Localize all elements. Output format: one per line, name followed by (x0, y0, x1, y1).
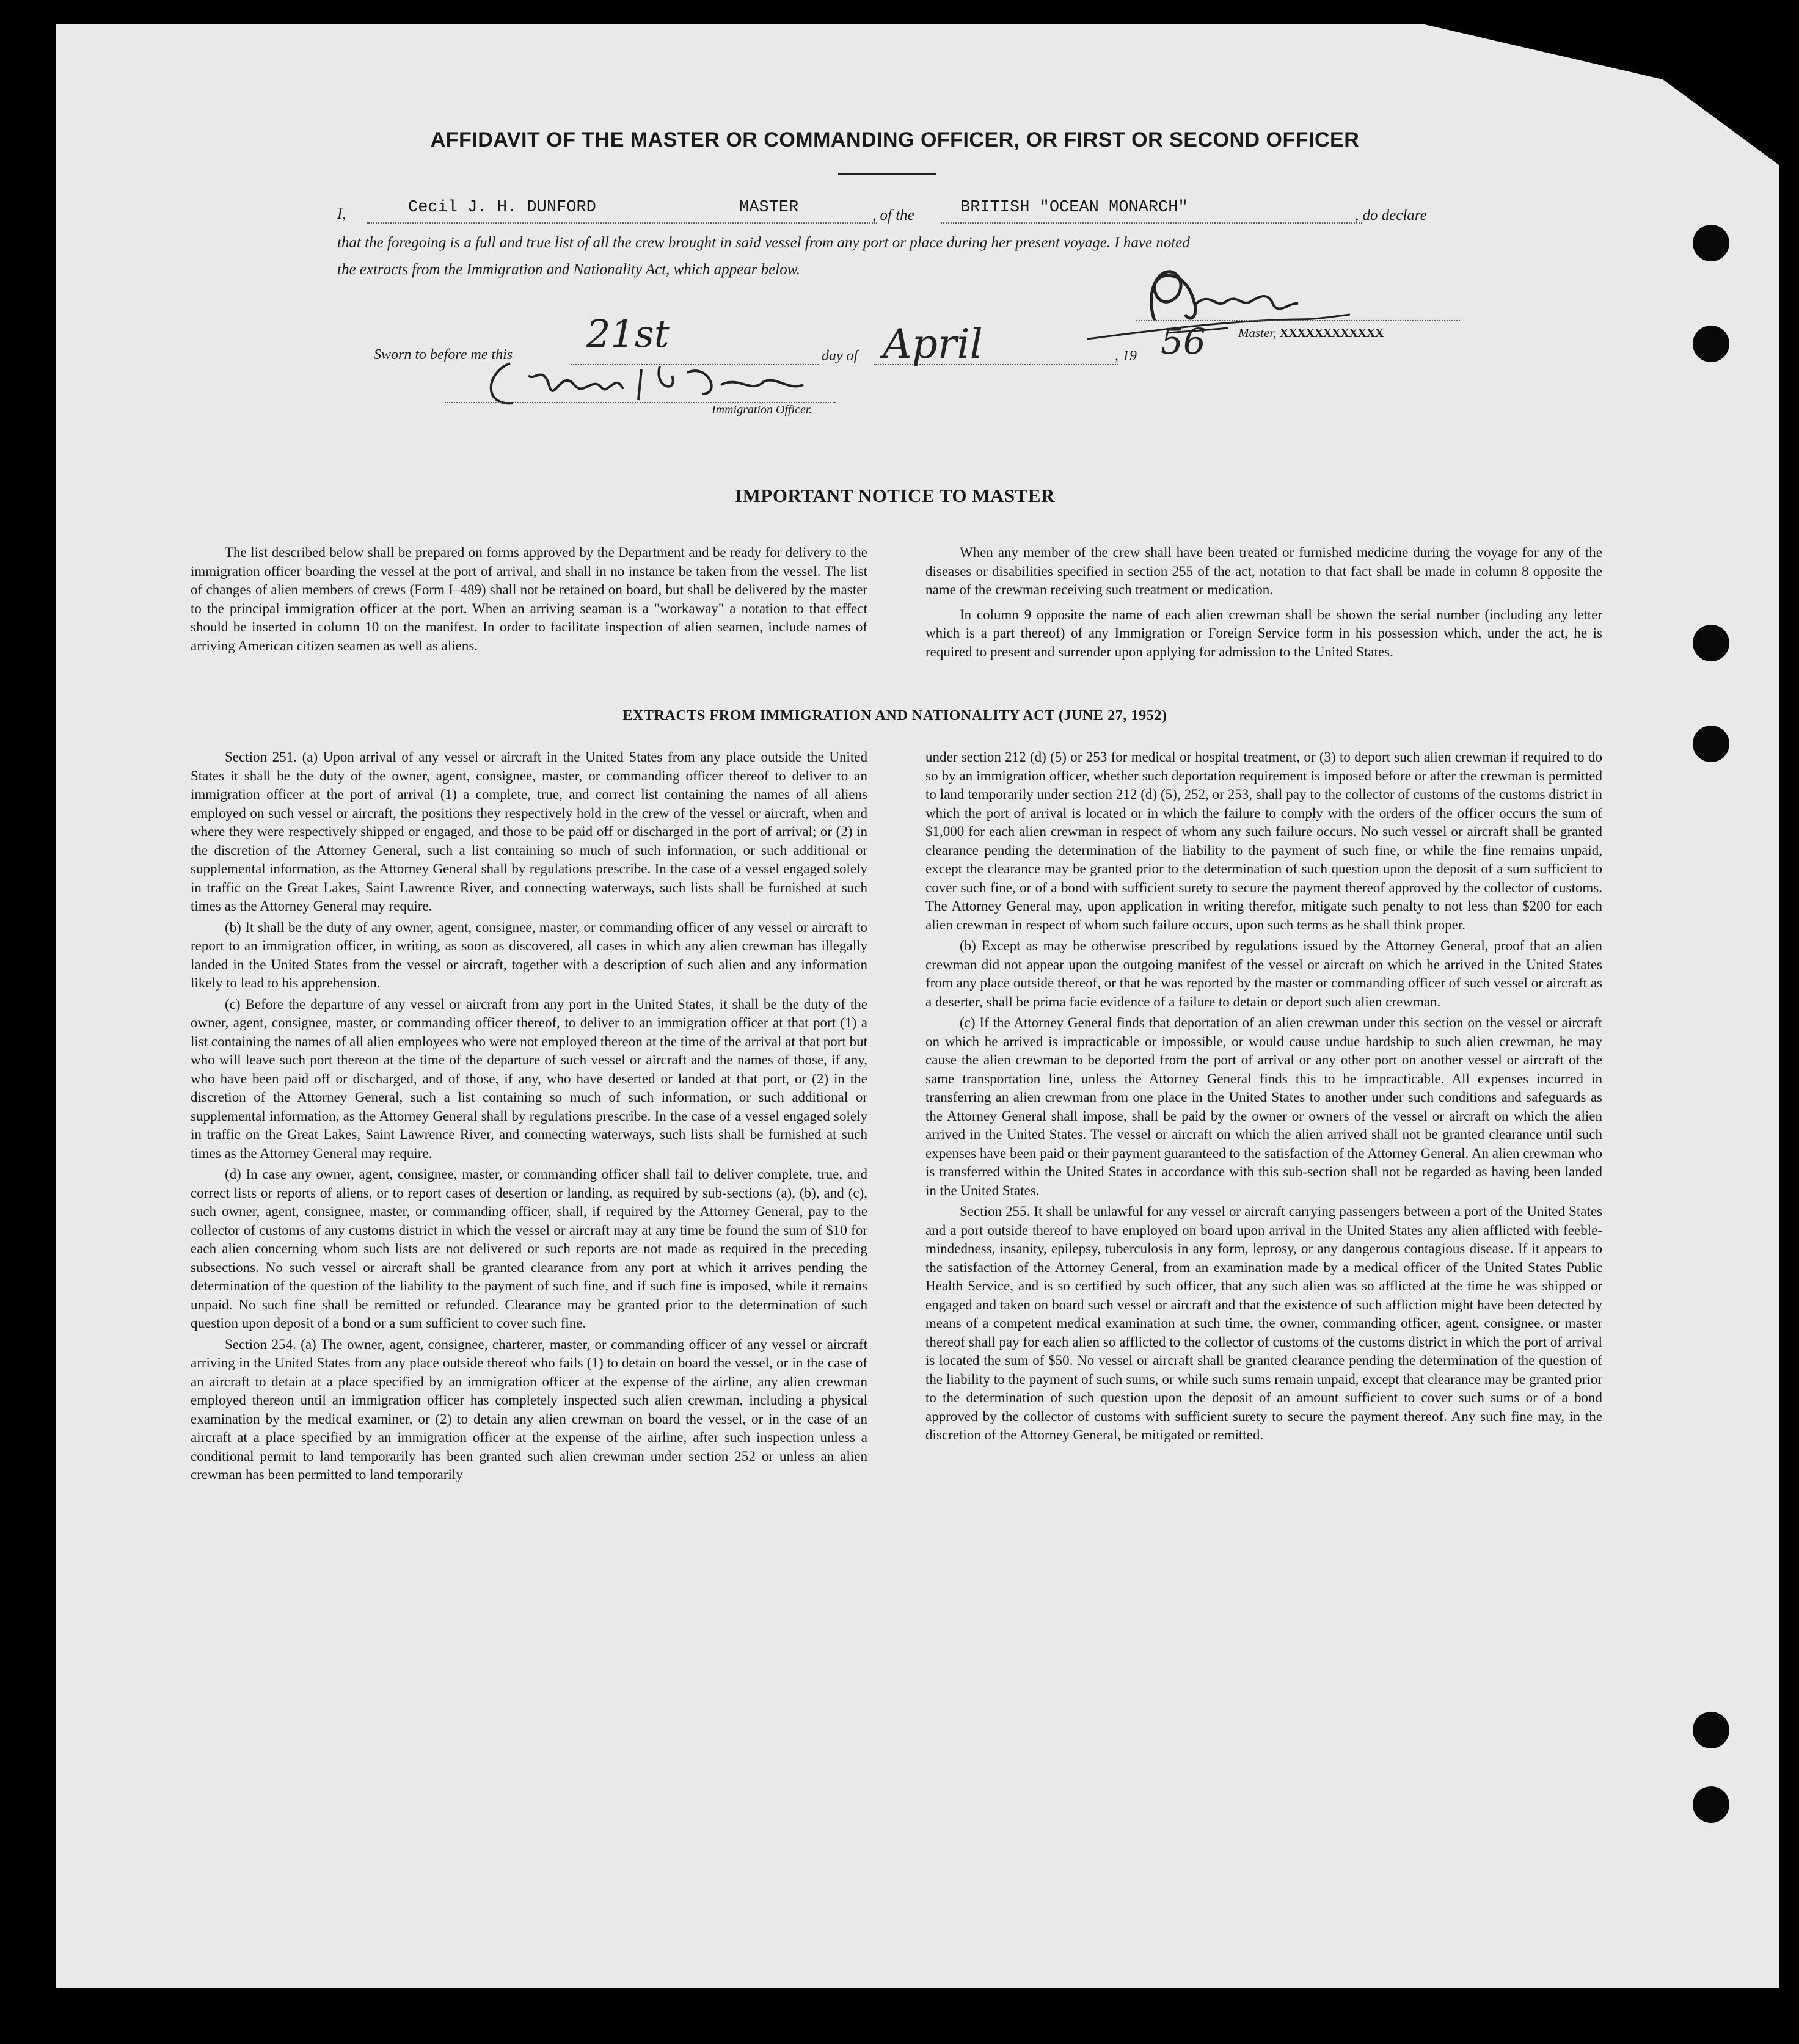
master-signature-line (1136, 320, 1460, 321)
binder-hole-1 (1693, 225, 1729, 261)
declaration-line-3: the extracts from the Immigration and Nationality Act, which appear below. (337, 261, 800, 278)
section-254-c: (c) If the Attorney General finds that deportation of an alien crewman under this section on the vessel or aircraft on which he arrived is impracticable or impossible, or would cause undue hardship to such alien crewman, he may cause the alien crewman to be deported from the port of arrival or any other port on another vessel or aircraft of the same transportation line, unless the Attorney General finds this to be impracticable. All expenses incurred in transferring an alien crewman from one place in the United States to another under such conditions and safeguards as the Attorney General shall impose, shall be paid by the owner or owners of the vessel or aircraft on which the alien arrived in the United States. The vessel or aircraft on which the alien arrived shall not be granted clearance until such expenses have been paid or their payment guaranteed to the satisfaction of the Attorney General. An alien crewman who is transferred within the United States in accordance with this sub-section shall not be regarded as having been landed in the United States. (925, 1015, 1602, 1198)
vessel-name: BRITISH "OCEAN MONARCH" (960, 198, 1188, 217)
immigration-officer-label: Immigration Officer. (712, 403, 812, 416)
binder-hole-4 (1693, 726, 1729, 762)
extracts-right-column (925, 748, 1602, 1447)
notice-right-column (925, 544, 1602, 664)
heading-rule (838, 173, 936, 175)
vessel-line (941, 222, 1362, 224)
do-declare-label: , do declare (1355, 207, 1427, 224)
declaration-line-2: that the foregoing is a full and true list of all the crew brought in said vessel from any port or place during her present voyage. I have noted (337, 235, 1190, 251)
binder-hole-6 (1693, 1786, 1729, 1823)
binder-hole-5 (1693, 1712, 1729, 1748)
notice-heading: IMPORTANT NOTICE TO MASTER (735, 485, 1055, 506)
day-of-label: day of (822, 348, 858, 364)
master-title-label: Master, XXXXXXXXXXXX (1238, 326, 1384, 340)
declaration-i-label: I, (337, 206, 346, 222)
of-the-label: , of the (872, 207, 914, 224)
section-251-a: Section 251. (a) Upon arrival of any vessel or aircraft in the United States from any place outside the United States it shall be the duty of the owner, agent, consignee, master, or commanding officer thereof to deliver to an immigration officer at the port of arrival (1) a complete, true, and correct list containing the names of all aliens employed on such vessel or aircraft, the positions they respectively hold in the crew of the vessel or aircraft, when and where they were respectively shipped or engaged, and those to be paid off or discharged in the port of arrival; or (2) in the discretion of the Attorney General, such a list containing so much of such information, or such additional or supplemental information, as the Attorney General shall by regulations prescribe. In the case of a vessel engaged solely in traffic on the Great Lakes, Saint Lawrence River, and connecting waterways, such lists shall be furnished at such times as the Attorney General may require. (191, 749, 867, 914)
binder-hole-2 (1693, 326, 1729, 362)
binder-hole-3 (1693, 625, 1729, 661)
section-251-c: (c) Before the departure of any vessel or aircraft from any port in the United States, it shall be the duty of the owner, agent, consignee, master, or commanding officer thereof, to deliver to an immigration officer at that port (1) a list containing the names of all alien employees who were not employed thereon at the time of the arrival at that port but who will leave such port thereon at the time of the departure of such vessel or aircraft and the names of those, if any, who have been paid off or discharged, and of those, if any, who have deserted or landed at that port, or (2) in the discretion of the Attorney General, such a list containing so much of such information, or such additional or supplemental information, as the Attorney General shall by regulations prescribe. In the case of a vessel engaged solely in traffic on the Great Lakes, Saint Lawrence River, and connecting waterways, such lists shall be furnished at such times as the Attorney General may require. (191, 996, 867, 1161)
name-line (367, 222, 877, 224)
sworn-label: Sworn to before me this (374, 347, 513, 363)
section-251-d: (d) In case any owner, agent, consignee, master, or commanding officer shall fail to deliver complete, true, and correct lists or reports of aliens, or to report cases of desertion or landing, as required by sub-sections (a), (b), and (c), such owner, agent, consignee, master, or commanding officer, shall, if required by the Attorney General, pay to the collector of customs of any customs district in which the vessel or aircraft may at any time be found the sum of $10 for each alien concerning whom such lists are not delivered or such reports are not made as required in the preceding subsections. No such vessel or aircraft shall be granted clearance from any port at which it arrives pending the determination of the question of the liability to the payment of such fine, and if such fine is imposed, while it remains unpaid. No such fine shall be remitted or refunded. Clearance may be granted prior to the determination of such question upon deposit of a bond or a sum sufficient to cover such fine. (191, 1166, 867, 1331)
year-handwritten: 56 (1161, 321, 1206, 362)
master-rank: MASTER (739, 198, 799, 217)
master-name: Cecil J. H. DUNFORD (408, 198, 596, 217)
day-handwritten: 21st (586, 311, 670, 356)
section-254-a-continued: under section 212 (d) (5) or 253 for medical or hospital treatment, or (3) to deport such alien crewman if required to do so by an immigration officer, whether such deportation requirement is imposed before or after the crewman is permitted to land temporarily under section 212 (d) (5), 252, or 253, shall pay to the collector of customs of the customs district in which the port of arrival is located or in which the failure to comply with the orders of the officer occurs the sum of $1,000 for each alien crewman in respect of whom any such failure occurs. No such vessel or aircraft shall be granted clearance pending the determination of the liability to the payment of such fine, or while the fine remains unpaid, except the clearance may be granted prior to the determination of such question upon the deposit of a sum sufficient to cover such fine, or of a bond with sufficient surety to secure the payment thereof approved by the collector of customs. The Attorney General may, upon application in writing therefor, mitigate such penalty to not less than $200 for each alien crewman in respect of whom such failure occurs, upon such terms as he shall think proper. (925, 749, 1602, 933)
notice-left-column (191, 544, 867, 658)
notice-right-paragraph-1: When any member of the crew shall have been treated or furnished medicine during the voyage for any of the diseases or disabilities specified in section 255 of the act, notation to that fact shall be made in column 8 opposite the name of the crewman receiving such treatment or medication. (925, 545, 1602, 597)
month-handwritten: April (883, 321, 983, 368)
extracts-left-column (191, 748, 867, 1487)
section-255: Section 255. It shall be unlawful for any vessel or aircraft carrying passengers between a port of the United States and a port outside thereof to have employed on board upon arrival in the United States any alien afflicted with feeble-mindedness, insanity, epilepsy, tuberculosis in any form, leprosy, or any dangerous contagious disease. If it appears to the satisfaction of the Attorney General, from an examination made by a medical officer of the United States Public Health Service, and is so certified by such officer, that any such alien was so afflicted at the time he was shipped or engaged and taken on board such vessel or aircraft and that the existence of such affliction might have been detected by means of a competent medical examination at such time, the owner, commanding officer, agent, consignee, or master thereof shall pay for each alien so afflicted to the collector of customs of the customs district in which the port of arrival is located the sum of $50. No vessel or aircraft shall be granted clearance pending the determination of the question of the liability to the payment of such sums, or while such sums remain unpaid, except that clearance may be granted prior to the determination of such question upon the deposit of an amount sufficient to cover such sums or of a bond approved by the collector of customs with sufficient surety to secure the payment thereof. Any such fine may, in the discretion of the Attorney General, be mitigated or remitted. (925, 1204, 1602, 1442)
notice-left-paragraph: The list described below shall be prepared on forms approved by the Department and be ready for delivery to the immigration officer boarding the vessel at the port of arrival, and shall in no instance be taken from the vessel. The list of changes of alien members of crews (Form I–489) shall not be retained on board, but shall be delivered by the master to the principal immigration officer at the port. When an arriving seaman is a "workaway" a notation to that effect should be inserted in column 10 on the manifest. In order to facilitate inspection of alien seamen, include names of arriving American citizen seamen as well as aliens. (191, 545, 867, 653)
section-251-b: (b) It shall be the duty of any owner, agent, consignee, master, or commanding officer of any vessel or aircraft to report to an immigration officer, in writing, as soon as discovered, all cases in which any alien crewman has illegally landed in the United States from the vessel or aircraft, together with a description of such alien and any information likely to lead to his apprehension. (191, 919, 867, 991)
year-prefix: , 19 (1115, 348, 1137, 364)
section-254-a: Section 254. (a) The owner, agent, consignee, charterer, master, or commanding officer of any vessel or aircraft arriving in the United States from any place outside thereof who fails (1) to detain on board the vessel, or in the case of an aircraft to detain at a place specified by an immigration officer at the expense of the airline, any alien crewman employed thereon until an immigration officer has completely inspected such alien crewman, including a physical examination by the medical examiner, or (2) to detain any alien crewman on board the vessel, or in the case of an aircraft at a place specified by an immigration officer at the expense of the airline, after such inspection unless a conditional permit to land temporarily has been granted such alien crewman under section 252 or unless an alien crewman has been permitted to land temporarily (191, 1336, 867, 1482)
notice-right-paragraph-2: In column 9 opposite the name of each alien crewman shall be shown the serial number (including any letter which is a part thereof) of any Immigration or Foreign Service form in his possession which, under the act, he is required to present and surrender upon applying for admission to the United States. (925, 606, 1602, 660)
affidavit-heading: AFFIDAVIT OF THE MASTER OR COMMANDING OFFICER, OR FIRST OR SECOND OFFICER (430, 128, 1360, 151)
extracts-heading: EXTRACTS FROM IMMIGRATION AND NATIONALITY ACT (JUNE 27, 1952) (622, 708, 1167, 724)
section-254-b: (b) Except as may be otherwise prescribed by regulations issued by the Attorney General, proof that an alien crewman did not appear upon the outgoing manifest of the vessel or aircraft on which he arrived in the United States from any place outside thereof, or that he was reported by the master or commanding officer of such vessel or aircraft as a deserter, shall be prima facie evidence of a failure to detain or deport such alien crewman. (925, 938, 1602, 1009)
